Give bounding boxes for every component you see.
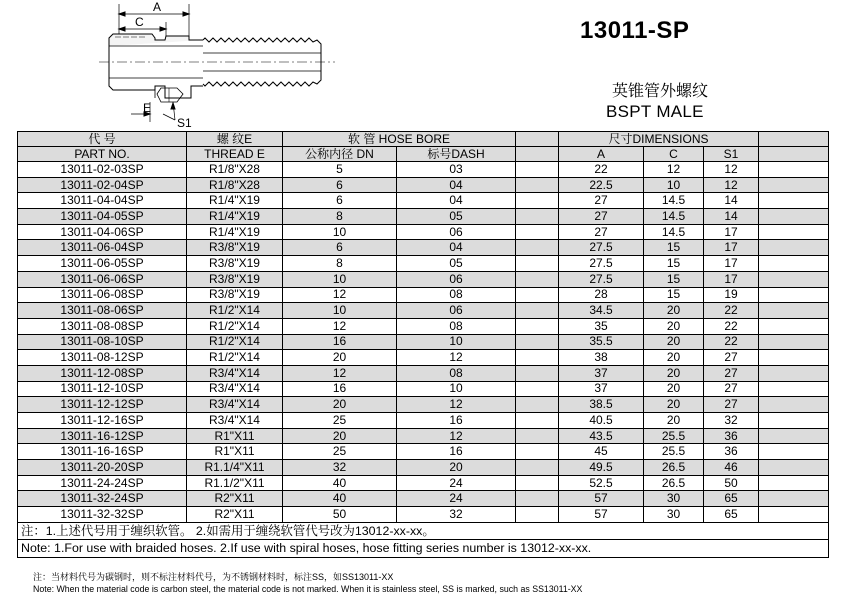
cell-s1: 12 [704, 177, 759, 193]
cell-dn: 12 [283, 287, 397, 303]
cell-thread: R3/8"X19 [187, 256, 283, 272]
header-blank [516, 132, 559, 147]
table-row [18, 491, 829, 507]
cell-s1: 36 [704, 428, 759, 444]
cell-blank [759, 413, 829, 429]
table-row [18, 381, 829, 397]
cell-thread: R1/4"X19 [187, 193, 283, 209]
cell-part: 13011-02-04SP [18, 177, 187, 193]
cell-a: 27 [559, 193, 644, 209]
cell-blank [516, 287, 559, 303]
cell-blank [516, 350, 559, 366]
cell-blank [759, 162, 829, 178]
cell-thread: R3/8"X19 [187, 287, 283, 303]
cell-thread: R1.1/4"X11 [187, 460, 283, 476]
cell-s1: 19 [704, 287, 759, 303]
cell-blank [759, 428, 829, 444]
cell-dn: 16 [283, 334, 397, 350]
cell-thread: R1/2"X14 [187, 303, 283, 319]
cell-part: 13011-04-04SP [18, 193, 187, 209]
cell-c: 15 [644, 240, 704, 256]
table-row [18, 334, 829, 350]
cell-s1: 65 [704, 507, 759, 523]
cell-dn: 8 [283, 256, 397, 272]
dimension-a-label: A [153, 2, 162, 14]
cell-blank [516, 428, 559, 444]
dimension-e-label: E [143, 101, 152, 115]
dimension-c-label: C [135, 15, 144, 29]
cell-dash: 10 [397, 381, 516, 397]
note-row-en [18, 540, 829, 558]
cell-thread: R3/8"X19 [187, 240, 283, 256]
cell-dn: 20 [283, 428, 397, 444]
cell-a: 27.5 [559, 271, 644, 287]
cell-c: 25.5 [644, 428, 704, 444]
cell-a: 34.5 [559, 303, 644, 319]
header-s1: S1 [704, 147, 759, 162]
cell-c: 14.5 [644, 193, 704, 209]
cell-blank [759, 177, 829, 193]
cell-s1: 22 [704, 303, 759, 319]
cell-a: 52.5 [559, 475, 644, 491]
product-code-title: 13011-SP [580, 17, 690, 44]
cell-blank [759, 224, 829, 240]
cell-part: 13011-08-12SP [18, 350, 187, 366]
cell-s1: 27 [704, 381, 759, 397]
cell-blank [759, 491, 829, 507]
header-blank-right [759, 132, 829, 147]
cell-dash: 12 [397, 350, 516, 366]
product-subtitle-cn: 英锥管外螺纹 [612, 83, 709, 100]
cell-s1: 65 [704, 491, 759, 507]
table-row [18, 475, 829, 491]
cell-blank [516, 271, 559, 287]
table-row [18, 413, 829, 429]
cell-dn: 8 [283, 209, 397, 225]
cell-c: 10 [644, 177, 704, 193]
cell-thread: R3/4"X14 [187, 413, 283, 429]
note-cn: 注：1.上述代号用于缠织软管。 2.如需用于缠绕软管代号改为13012-xx-xx。 [18, 522, 829, 540]
cell-dn: 6 [283, 240, 397, 256]
table-row [18, 256, 829, 272]
cell-dash: 32 [397, 507, 516, 523]
cell-s1: 27 [704, 397, 759, 413]
cell-dn: 16 [283, 381, 397, 397]
cell-s1: 17 [704, 224, 759, 240]
header-thread-cn: 螺 纹E [187, 132, 283, 147]
cell-a: 27.5 [559, 256, 644, 272]
cell-part: 13011-08-06SP [18, 303, 187, 319]
cell-blank [516, 413, 559, 429]
cell-dn: 12 [283, 318, 397, 334]
cell-dash: 03 [397, 162, 516, 178]
cell-dn: 40 [283, 491, 397, 507]
cell-c: 20 [644, 303, 704, 319]
cell-part: 13011-12-10SP [18, 381, 187, 397]
cell-blank [516, 162, 559, 178]
cell-a: 57 [559, 507, 644, 523]
cell-blank [759, 334, 829, 350]
table-header-row-1 [18, 132, 829, 147]
cell-part: 13011-06-06SP [18, 271, 187, 287]
cell-c: 14.5 [644, 209, 704, 225]
material-footnote-cn: 注：当材料代号为碳钢时，则不标注材料代号，为不锈钢材料时，标注SS，如SS13011-XX [33, 572, 394, 582]
cell-s1: 32 [704, 413, 759, 429]
material-footnote-en: Note: When the material code is carbon steel, the material code is not marked. When it is stainless steel, SS is marked, such as SS13011-XX [33, 584, 583, 594]
header-a: A [559, 147, 644, 162]
cell-blank [516, 381, 559, 397]
cell-a: 49.5 [559, 460, 644, 476]
cell-blank [759, 460, 829, 476]
cell-a: 27 [559, 209, 644, 225]
table-row [18, 318, 829, 334]
cell-thread: R1/4"X19 [187, 224, 283, 240]
cell-part: 13011-06-05SP [18, 256, 187, 272]
cell-s1: 22 [704, 334, 759, 350]
cell-dash: 04 [397, 240, 516, 256]
cell-c: 15 [644, 271, 704, 287]
cell-dn: 10 [283, 303, 397, 319]
header-dash: 标号DASH [397, 147, 516, 162]
cell-part: 13011-08-08SP [18, 318, 187, 334]
note-row-cn [18, 522, 829, 540]
cell-thread: R1/8"X28 [187, 177, 283, 193]
cell-blank [759, 303, 829, 319]
cell-blank [759, 475, 829, 491]
table-header-row-2 [18, 147, 829, 162]
cell-c: 15 [644, 287, 704, 303]
cell-dash: 10 [397, 334, 516, 350]
cell-part: 13011-12-08SP [18, 365, 187, 381]
cell-thread: R1/2"X14 [187, 350, 283, 366]
cell-dn: 25 [283, 444, 397, 460]
cell-s1: 17 [704, 240, 759, 256]
cell-blank [516, 444, 559, 460]
cell-dn: 32 [283, 460, 397, 476]
cell-blank [516, 256, 559, 272]
cell-blank [516, 475, 559, 491]
cell-blank [516, 397, 559, 413]
cell-c: 20 [644, 350, 704, 366]
cell-dash: 24 [397, 491, 516, 507]
cell-blank [759, 287, 829, 303]
cell-part: 13011-20-20SP [18, 460, 187, 476]
table-row [18, 162, 829, 178]
cell-thread: R3/4"X14 [187, 397, 283, 413]
cell-c: 20 [644, 381, 704, 397]
cell-dash: 08 [397, 318, 516, 334]
cell-thread: R1/2"X14 [187, 334, 283, 350]
table-row [18, 271, 829, 287]
cell-a: 35.5 [559, 334, 644, 350]
cell-blank [759, 444, 829, 460]
cell-a: 43.5 [559, 428, 644, 444]
cell-c: 20 [644, 397, 704, 413]
cell-a: 40.5 [559, 413, 644, 429]
cell-c: 20 [644, 365, 704, 381]
cell-part: 13011-16-12SP [18, 428, 187, 444]
cell-blank [516, 193, 559, 209]
product-subtitle-en: BSPT MALE [606, 102, 704, 121]
table-row [18, 507, 829, 523]
header-c: C [644, 147, 704, 162]
cell-a: 37 [559, 381, 644, 397]
cell-a: 22 [559, 162, 644, 178]
cell-blank [516, 507, 559, 523]
cell-dn: 10 [283, 224, 397, 240]
cell-part: 13011-24-24SP [18, 475, 187, 491]
cell-c: 15 [644, 256, 704, 272]
header-thread-en: THREAD E [187, 147, 283, 162]
cell-blank [516, 460, 559, 476]
cell-s1: 27 [704, 365, 759, 381]
cell-dash: 24 [397, 475, 516, 491]
cell-a: 27 [559, 224, 644, 240]
cell-part: 13011-04-05SP [18, 209, 187, 225]
cell-s1: 36 [704, 444, 759, 460]
cell-dn: 12 [283, 365, 397, 381]
cell-thread: R1/8"X28 [187, 162, 283, 178]
cell-dash: 12 [397, 428, 516, 444]
cell-thread: R1"X11 [187, 428, 283, 444]
dimension-table [17, 131, 829, 558]
cell-s1: 17 [704, 256, 759, 272]
table-row [18, 350, 829, 366]
cell-blank [516, 303, 559, 319]
cell-c: 30 [644, 491, 704, 507]
cell-dash: 16 [397, 413, 516, 429]
cell-blank [759, 365, 829, 381]
cell-s1: 50 [704, 475, 759, 491]
cell-dn: 6 [283, 193, 397, 209]
cell-dash: 08 [397, 365, 516, 381]
header-part-no-en: PART NO. [18, 147, 187, 162]
cell-c: 30 [644, 507, 704, 523]
cell-blank [516, 209, 559, 225]
cell-thread: R3/8"X19 [187, 271, 283, 287]
cell-s1: 14 [704, 209, 759, 225]
table-row [18, 224, 829, 240]
cell-part: 13011-06-04SP [18, 240, 187, 256]
cell-dash: 16 [397, 444, 516, 460]
cell-c: 26.5 [644, 475, 704, 491]
table-row [18, 303, 829, 319]
cell-dash: 05 [397, 256, 516, 272]
cell-dash: 04 [397, 177, 516, 193]
cell-blank [759, 350, 829, 366]
cell-part: 13011-06-08SP [18, 287, 187, 303]
fitting-drawing [95, 2, 345, 130]
cell-a: 37 [559, 365, 644, 381]
cell-thread: R1/2"X14 [187, 318, 283, 334]
cell-blank [516, 318, 559, 334]
cell-blank [516, 240, 559, 256]
cell-dash: 06 [397, 303, 516, 319]
cell-a: 35 [559, 318, 644, 334]
cell-blank [759, 397, 829, 413]
cell-part: 13011-02-03SP [18, 162, 187, 178]
cell-part: 13011-12-12SP [18, 397, 187, 413]
cell-blank [516, 491, 559, 507]
cell-c: 25.5 [644, 444, 704, 460]
cell-a: 38.5 [559, 397, 644, 413]
table-row [18, 177, 829, 193]
cell-blank [759, 318, 829, 334]
cell-a: 22.5 [559, 177, 644, 193]
header-part-no-cn: 代 号 [18, 132, 187, 147]
cell-thread: R3/4"X14 [187, 365, 283, 381]
cell-s1: 46 [704, 460, 759, 476]
cell-blank [516, 334, 559, 350]
cell-dash: 06 [397, 224, 516, 240]
cell-dn: 5 [283, 162, 397, 178]
cell-s1: 27 [704, 350, 759, 366]
cell-c: 20 [644, 413, 704, 429]
cell-part: 13011-04-06SP [18, 224, 187, 240]
cell-dn: 6 [283, 177, 397, 193]
cell-s1: 22 [704, 318, 759, 334]
cell-blank [759, 209, 829, 225]
cell-dn: 20 [283, 397, 397, 413]
cell-part: 13011-12-16SP [18, 413, 187, 429]
cell-blank [759, 381, 829, 397]
cell-a: 45 [559, 444, 644, 460]
cell-dn: 50 [283, 507, 397, 523]
cell-c: 20 [644, 318, 704, 334]
header-blank-right-2 [759, 147, 829, 162]
cell-thread: R1"X11 [187, 444, 283, 460]
cell-blank [516, 365, 559, 381]
cell-s1: 12 [704, 162, 759, 178]
cell-s1: 14 [704, 193, 759, 209]
header-dn: 公称内径 DN [283, 147, 397, 162]
table-row [18, 444, 829, 460]
cell-dn: 40 [283, 475, 397, 491]
cell-dash: 08 [397, 287, 516, 303]
cell-dn: 25 [283, 413, 397, 429]
cell-part: 13011-32-24SP [18, 491, 187, 507]
dimension-s1-label: S1 [177, 116, 192, 130]
cell-blank [516, 224, 559, 240]
cell-thread: R1.1/2"X11 [187, 475, 283, 491]
cell-thread: R1/4"X19 [187, 209, 283, 225]
cell-blank [759, 507, 829, 523]
cell-dash: 12 [397, 397, 516, 413]
cell-c: 26.5 [644, 460, 704, 476]
table-row [18, 397, 829, 413]
cell-part: 13011-16-16SP [18, 444, 187, 460]
cell-dash: 06 [397, 271, 516, 287]
cell-a: 28 [559, 287, 644, 303]
cell-c: 14.5 [644, 224, 704, 240]
header-blank-2 [516, 147, 559, 162]
cell-dash: 20 [397, 460, 516, 476]
cell-blank [759, 240, 829, 256]
cell-a: 57 [559, 491, 644, 507]
table-row [18, 428, 829, 444]
table-row [18, 287, 829, 303]
cell-part: 13011-08-10SP [18, 334, 187, 350]
header-dimensions: 尺寸DIMENSIONS [559, 132, 759, 147]
cell-thread: R2"X11 [187, 491, 283, 507]
cell-c: 20 [644, 334, 704, 350]
cell-thread: R2"X11 [187, 507, 283, 523]
cell-blank [516, 177, 559, 193]
cell-dash: 04 [397, 193, 516, 209]
table-row [18, 240, 829, 256]
cell-a: 38 [559, 350, 644, 366]
cell-blank [759, 256, 829, 272]
note-en: Note: 1.For use with braided hoses. 2.If use with spiral hoses, hose fitting series number is 13012-xx-xx. [18, 540, 829, 558]
table-row [18, 460, 829, 476]
cell-dash: 05 [397, 209, 516, 225]
cell-part: 13011-32-32SP [18, 507, 187, 523]
table-row [18, 365, 829, 381]
cell-blank [759, 193, 829, 209]
table-row [18, 193, 829, 209]
cell-s1: 17 [704, 271, 759, 287]
cell-a: 27.5 [559, 240, 644, 256]
cell-dn: 10 [283, 271, 397, 287]
header-hose-bore: 软 管 HOSE BORE [283, 132, 516, 147]
cell-c: 12 [644, 162, 704, 178]
cell-thread: R3/4"X14 [187, 381, 283, 397]
cell-blank [759, 271, 829, 287]
table-row [18, 209, 829, 225]
cell-dn: 20 [283, 350, 397, 366]
